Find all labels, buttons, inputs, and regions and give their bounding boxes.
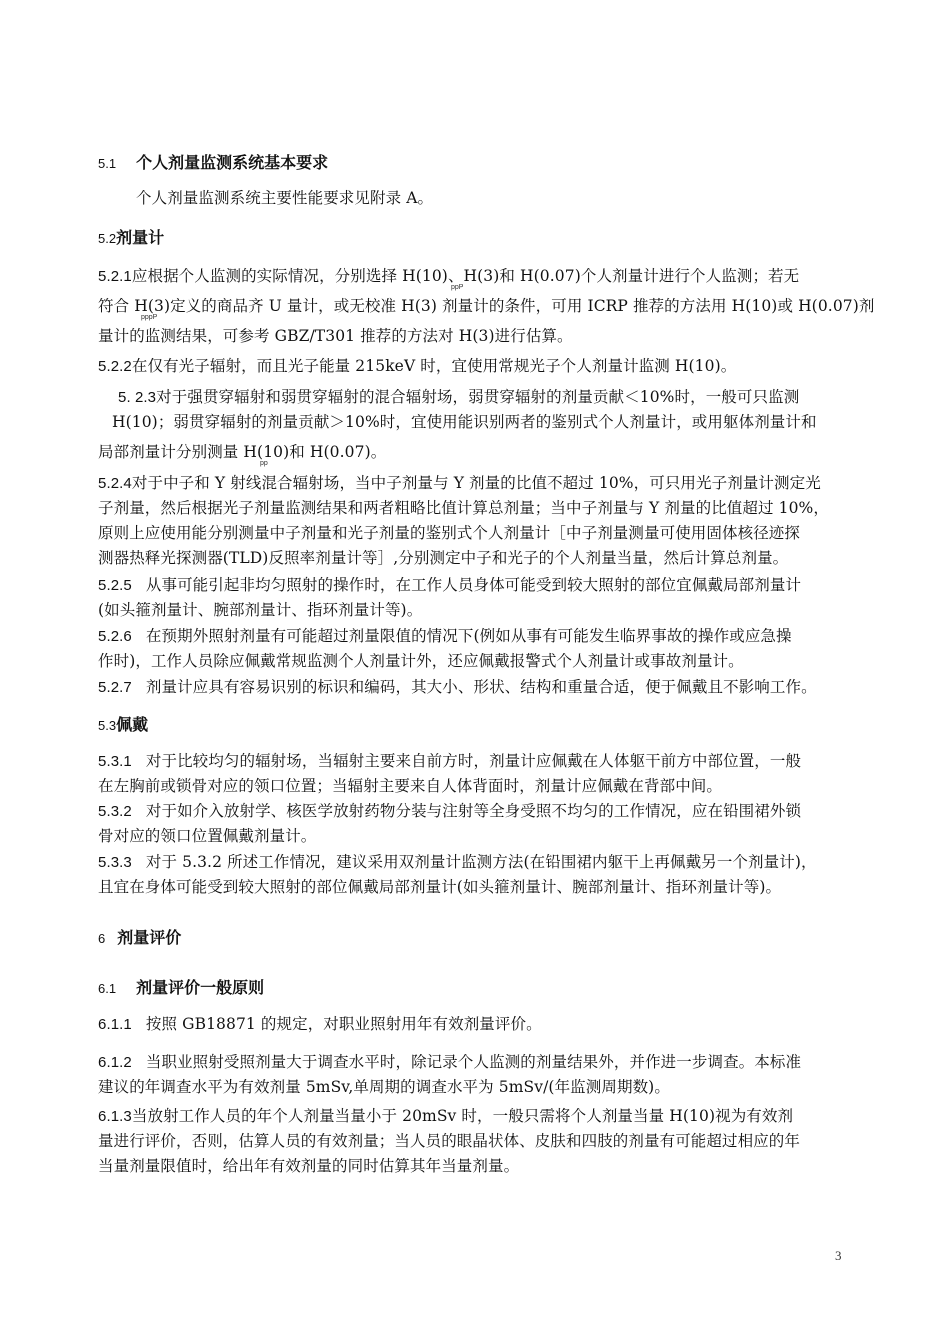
clause-5-2-7 [98, 675, 817, 697]
subscript-note: pppP [141, 314, 158, 321]
clause-5-2-6-line-1 [98, 624, 792, 646]
clause-text: 当放射工作人员的年个人剂量当量小于 20mSv 时，一般只需将个人剂量当量 H(10)视为有效剂 [131, 1107, 794, 1125]
subscript-note: pp [260, 460, 268, 467]
section-number: 5.2 [98, 231, 117, 246]
clause-number: 5.2.6 [98, 628, 132, 645]
subscript-note: ppP [451, 284, 464, 291]
clause-number: 5.2.2 [98, 358, 132, 375]
clause-5-3-2-line-1 [98, 799, 801, 821]
section-5-2-heading [98, 225, 164, 248]
section-5-3-heading [98, 712, 148, 735]
clause-text: 按照 GB18871 的规定，对职业照射用年有效剂量评价。 [145, 1015, 542, 1033]
clause-5-2-4-line-3: 原则上应使用能分别测量中子剂量和光子剂量的鉴别式个人剂量计［中子剂量测量可使用固体核径迹探 [98, 524, 801, 542]
clause-6-1-3-line-1 [98, 1104, 793, 1126]
clause-number: 5.2.7 [98, 679, 132, 696]
section-number: 6 [98, 931, 106, 946]
clause-5-2-4-line-1 [98, 471, 821, 493]
section-5-1-text: 个人剂量监测系统主要性能要求见附录 A。 [136, 189, 434, 207]
clause-text: 在预期外照射剂量有可能超过剂量限值的情况下(例如从事有可能发生临界事故的操作或应急操 [145, 627, 792, 645]
clause-5-2-4-line-4: 测器热释光探测器(TLD)反照率剂量计等］,分别测定中子和光子的个人剂量当量，然后计算总剂量。 [98, 549, 789, 567]
clause-6-1-2-line-1 [98, 1050, 801, 1072]
section-title: 佩戴 [116, 715, 149, 734]
clause-number: 6.1.3 [98, 1108, 132, 1125]
clause-text: 对于中子和 Y 射线混合辐射场，当中子剂量与 Y 剂量的比值不超过 10%，可只用光子剂量计测定光 [131, 474, 821, 492]
section-number: 5.3 [98, 718, 117, 733]
clause-5-3-1-line-2: 在左胸前或锁骨对应的领口位置；当辐射主要来自人体背面时，剂量计应佩戴在背部中间。 [98, 777, 723, 795]
clause-5-2-4-line-2: 子剂量，然后根据光子剂量监测结果和两者粗略比值计算总剂量；当中子剂量与 Y 剂量的比值超过 10%， [98, 499, 829, 517]
clause-text: 剂量计应具有容易识别的标识和编码，其大小、形状、结构和重量合适，便于佩戴且不影响工作。 [145, 678, 817, 696]
clause-6-1-3-line-3: 当量剂量限值时，给出年有效剂量的同时估算其年当量剂量。 [98, 1157, 520, 1175]
section-title: 剂量评价一般原则 [136, 978, 265, 997]
section-number: 6.1 [98, 981, 117, 996]
clause-number: 5.2.5 [98, 577, 132, 594]
clause-text: 对于比较均匀的辐射场，当辐射主要来自前方时，剂量计应佩戴在人体躯干前方中部位置，一般 [145, 752, 802, 770]
clause-number: 5.2.1 [98, 268, 132, 285]
clause-number: 5.3.1 [98, 753, 132, 770]
clause-text: 从事可能引起非均匀照射的操作时，在工作人员身体可能受到较大照射的部位宜佩戴局部剂量计 [145, 576, 802, 594]
section-title: 剂量评价 [117, 928, 182, 947]
clause-5-2-2 [98, 354, 736, 376]
section-number: 5.1 [98, 156, 117, 171]
clause-number: 6.1.1 [98, 1016, 132, 1033]
clause-5-3-1-line-1 [98, 749, 801, 771]
clause-text: 当职业照射受照剂量大于调查水平时，除记录个人监测的剂量结果外，并作进一步调查。本标准 [145, 1053, 802, 1071]
section-title: 个人剂量监测系统基本要求 [136, 153, 329, 172]
clause-5-2-1-line-2: 符合 H(3)定义的商品齐 U 量计，或无校准 H(3) 剂量计的条件，可用 ICRP 推荐的方法用 H(10)或 H(0.07)剂 [98, 297, 875, 315]
clause-5-2-1-line-1 [98, 264, 799, 286]
clause-number: 5.3.3 [98, 854, 132, 871]
section-5-1-heading [98, 150, 328, 173]
clause-5-2-1-line-3: 量计的监测结果，可参考 GBZ/T301 推荐的方法对 H(3)进行估算。 [98, 327, 573, 345]
clause-number: 5.2.4 [98, 475, 132, 492]
clause-text: 应根据个人监测的实际情况，分别选择 H(10)、H(3)和 H(0.07)个人剂量计进行个人监测；若无 [131, 267, 800, 285]
section-title: 剂量计 [116, 228, 165, 247]
clause-5-3-3-line-2: 且宜在身体可能受到较大照射的部位佩戴局部剂量计(如头箍剂量计、腕部剂量计、指环剂量计等)。 [98, 878, 782, 896]
section-6-1-heading [98, 975, 264, 998]
clause-6-1-1 [98, 1012, 542, 1034]
clause-6-1-3-line-2: 量进行评价，否则，估算人员的有效剂量；当人员的眼晶状体、皮肤和四肢的剂量有可能超过相应的年 [98, 1132, 801, 1150]
clause-text: 对于如介入放射学、核医学放射药物分装与注射等全身受照不均匀的工作情况，应在铅围裙外锁 [145, 802, 802, 820]
clause-5-2-5-line-2: (如头箍剂量计、腕部剂量计、指环剂量计等)。 [98, 601, 423, 619]
clause-text: 对于 5.3.2 所述工作情况，建议采用双剂量计监测方法(在铅围裙内躯干上再佩戴另一个剂量计)， [145, 853, 817, 871]
clause-text: 对于强贯穿辐射和弱贯穿辐射的混合辐射场，弱贯穿辐射的剂量贡献＜10%时，一般可只监测 [156, 388, 800, 406]
page-number: 3 [835, 1248, 842, 1263]
clause-5-2-3-line-3: 局部剂量计分别测量 H(10)和 H(0.07)。 [98, 443, 387, 461]
clause-number: 6.1.2 [98, 1054, 132, 1071]
clause-6-1-2-line-2: 建议的年调查水平为有效剂量 5mSv,单周期的调查水平为 5mSv/(年监测周期数)。 [98, 1078, 670, 1096]
clause-5-2-3-line-2: H(10)；弱贯穿辐射的剂量贡献＞10%时，宜使用能识别两者的鉴别式个人剂量计，或用躯体剂量计和 [112, 413, 817, 431]
clause-5-3-2-line-2: 骨对应的领口位置佩戴剂量计。 [98, 827, 317, 845]
section-6-heading [98, 925, 181, 948]
clause-5-3-3-line-1 [98, 850, 817, 872]
clause-5-2-6-line-2: 作时)，工作人员除应佩戴常规监测个人剂量计外，还应佩戴报警式个人剂量计或事故剂量计。 [98, 652, 744, 670]
clause-text: 在仅有光子辐射，而且光子能量 215keV 时，宜使用常规光子个人剂量计监测 H(10)。 [131, 357, 737, 375]
clause-5-2-3-line-1 [118, 385, 799, 407]
clause-number: 5. 2.3 [118, 389, 157, 406]
clause-5-2-5-line-1 [98, 573, 801, 595]
clause-number: 5.3.2 [98, 803, 132, 820]
